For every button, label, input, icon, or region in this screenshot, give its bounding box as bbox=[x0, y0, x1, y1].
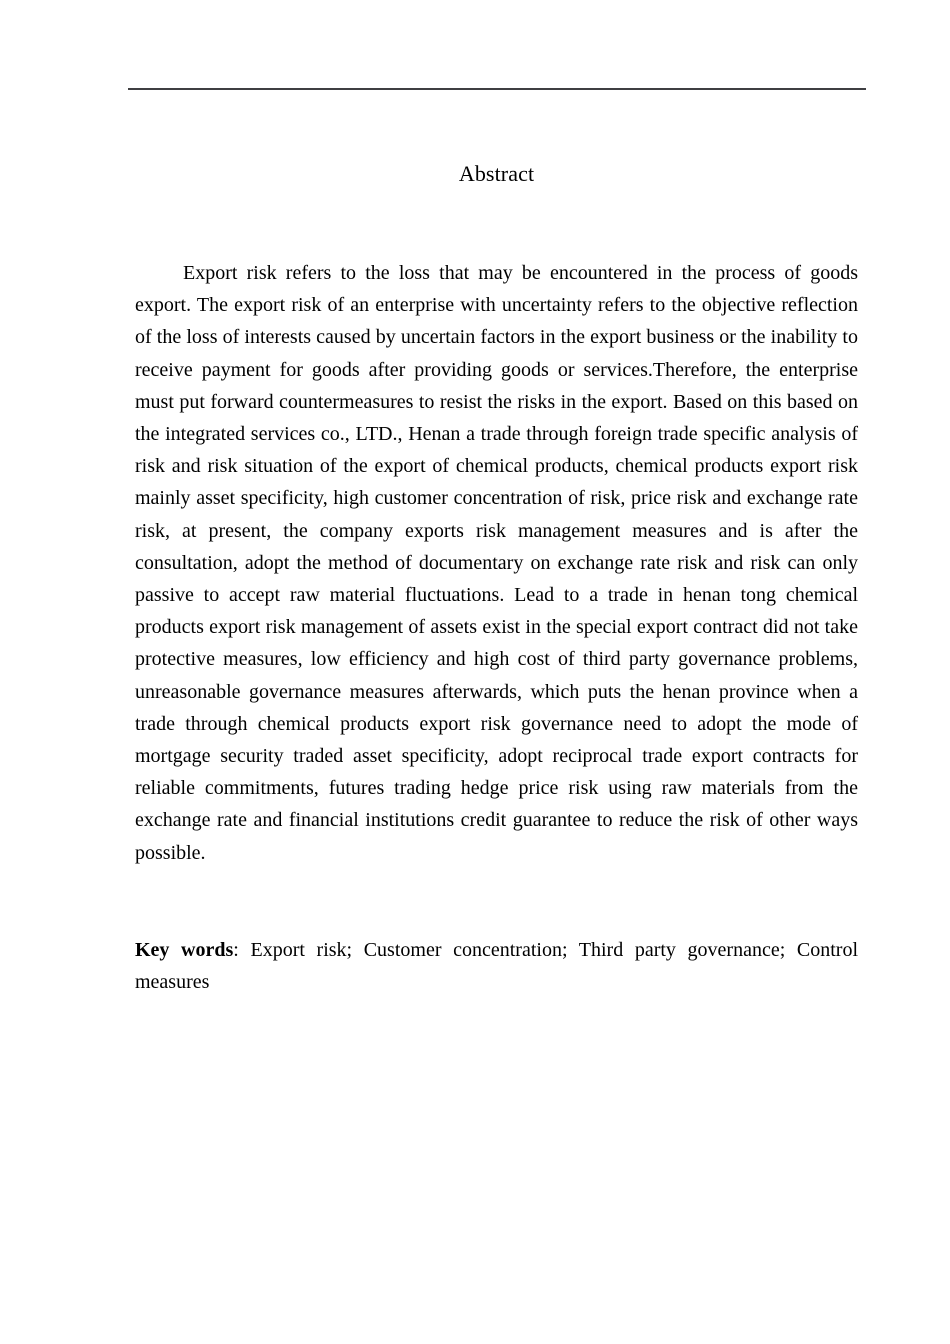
abstract-heading: Abstract bbox=[458, 161, 535, 186]
keywords-separator: : bbox=[233, 938, 251, 961]
header-rule-divider bbox=[128, 88, 866, 90]
keywords-label: Key words bbox=[135, 938, 234, 961]
page-content bbox=[135, 110, 858, 998]
keywords-terms: Export risk; Customer concentration; Third party governance; Control measures bbox=[135, 938, 858, 994]
abstract-body-paragraph: Export risk refers to the loss that may be encountered in the process of goods export. The export risk of an enterprise with uncertainty refers to the objective reflection of the loss of interests caused by uncertain factors in the export business or the inability to receive payment for goods after providing goods or services.Therefore, the enterprise must put forward countermeasures to resist the risks in the export. Based on this based on the integrated services co., LTD., Henan a trade through foreign trade specific analysis of risk and risk situation of the export of chemical products, chemical products export risk mainly asset specificity, high customer concentration of risk, price risk and exchange rate risk, at present, the company exports risk management measures and is after the consultation, adopt the method of documentary on exchange rate risk and risk can only passive to accept raw material fluctuations. Lead to a trade in henan tong chemical products export risk management of assets exist in the special export contract did not take protective measures, low efficiency and high cost of third party governance problems, unreasonable governance measures afterwards, which puts the henan province when a trade through chemical products export risk governance need to adopt the mode of mortgage security traded asset specificity, adopt reciprocal trade export contracts for reliable commitments, futures trading hedge price risk using raw materials from the exchange rate and financial institutions credit guarantee to reduce the risk of other ways possible. bbox=[135, 262, 858, 864]
keywords-line bbox=[135, 869, 858, 998]
